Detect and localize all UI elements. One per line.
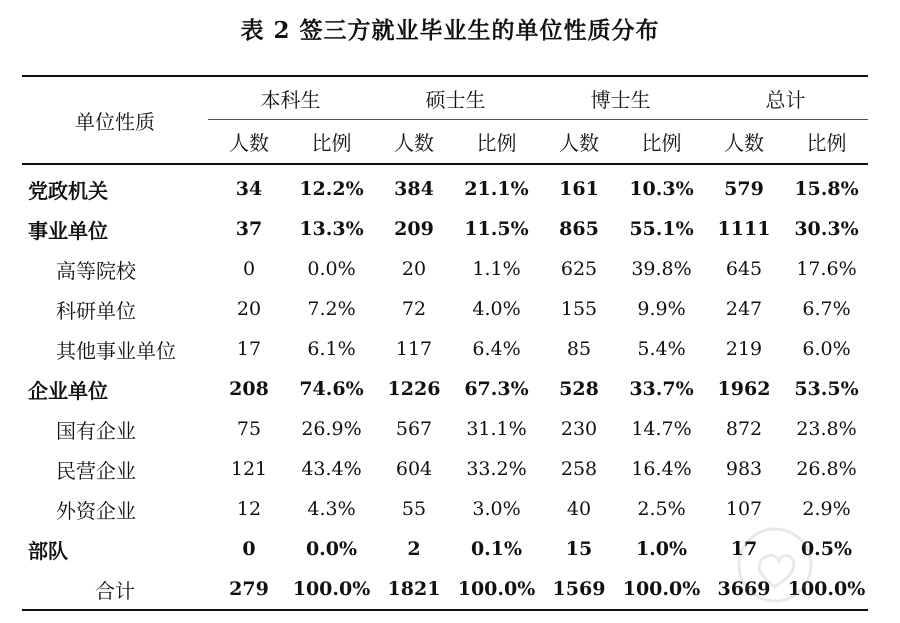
percent-cell: 1.0%	[635, 538, 688, 560]
row-label: 事业单位	[28, 218, 108, 243]
count-cell: 40	[566, 498, 592, 520]
count-cell: 604	[395, 458, 433, 480]
percent-cell: 100.0%	[620, 569, 703, 610]
percent-cell: 26.8%	[796, 458, 857, 480]
count-cell: 1821	[373, 569, 455, 610]
row-header-label: 单位性质	[75, 109, 155, 134]
group-header-doctor: 博士生	[538, 76, 703, 120]
sub-header: 人数	[394, 131, 434, 155]
count-cell: 0	[242, 258, 256, 280]
count-cell: 17	[236, 338, 262, 360]
table-row	[22, 409, 868, 449]
percent-cell: 0.0%	[307, 258, 356, 280]
count-cell: 72	[401, 298, 427, 320]
count-cell: 15	[565, 538, 593, 560]
percent-cell: 0.1%	[470, 538, 523, 560]
percent-cell: 16.4%	[631, 458, 692, 480]
percent-cell: 6.4%	[472, 338, 521, 360]
count-cell: 219	[725, 338, 763, 360]
percent-cell: 11.5%	[464, 218, 529, 240]
percent-cell: 14.7%	[631, 418, 692, 440]
percent-cell: 100.0%	[290, 569, 373, 610]
row-label: 党政机关	[28, 178, 108, 203]
count-cell: 528	[559, 378, 599, 400]
percent-cell: 6.0%	[802, 338, 851, 360]
percent-cell: 33.7%	[629, 378, 694, 400]
table-row	[22, 249, 868, 289]
unit-distribution-table	[22, 75, 868, 611]
count-cell: 384	[394, 178, 434, 200]
table-row	[22, 329, 868, 369]
table-body	[22, 164, 868, 610]
table-row	[22, 449, 868, 489]
percent-cell: 3.0%	[472, 498, 521, 520]
percent-cell: 31.1%	[466, 418, 527, 440]
table-row	[22, 209, 868, 249]
count-cell: 1226	[387, 378, 441, 400]
count-cell: 983	[725, 458, 763, 480]
count-cell: 12	[236, 498, 262, 520]
count-cell: 85	[566, 338, 592, 360]
count-cell: 0	[242, 538, 256, 560]
sub-header: 比例	[476, 131, 517, 155]
table-row	[22, 289, 868, 329]
sub-header: 人数	[559, 131, 599, 155]
count-cell: 117	[395, 338, 433, 360]
count-cell: 2	[407, 538, 421, 560]
row-label: 高等院校	[56, 258, 136, 283]
table-row	[22, 369, 868, 409]
count-cell: 155	[560, 298, 598, 320]
percent-cell: 21.1%	[464, 178, 529, 200]
count-cell: 279	[208, 569, 290, 610]
percent-cell: 5.4%	[637, 338, 686, 360]
percent-cell: 6.1%	[307, 338, 356, 360]
percent-cell: 43.4%	[301, 458, 362, 480]
count-cell: 865	[559, 218, 599, 240]
table-row	[22, 569, 868, 610]
percent-cell: 0.5%	[800, 538, 853, 560]
percent-cell: 10.3%	[629, 178, 694, 200]
count-cell: 55	[401, 498, 427, 520]
sub-header: 人数	[724, 131, 764, 155]
percent-cell: 30.3%	[794, 218, 859, 240]
count-cell: 37	[235, 218, 263, 240]
count-cell: 1569	[538, 569, 620, 610]
count-cell: 625	[560, 258, 598, 280]
percent-cell: 13.3%	[299, 218, 364, 240]
row-label: 国有企业	[56, 418, 136, 443]
percent-cell: 9.9%	[637, 298, 686, 320]
row-label: 外资企业	[56, 498, 136, 523]
percent-cell: 2.5%	[637, 498, 686, 520]
table-title: 表 2 签三方就业毕业生的单位性质分布	[240, 17, 660, 44]
count-cell: 247	[725, 298, 763, 320]
sub-header: 人数	[229, 131, 269, 155]
row-label: 企业单位	[28, 378, 108, 403]
percent-cell: 23.8%	[796, 418, 857, 440]
percent-cell: 100.0%	[455, 569, 538, 610]
sub-header: 比例	[641, 131, 682, 155]
percent-cell: 33.2%	[466, 458, 527, 480]
count-cell: 209	[394, 218, 434, 240]
count-cell: 872	[725, 418, 763, 440]
row-label: 合计	[22, 569, 208, 610]
count-cell: 34	[235, 178, 263, 200]
percent-cell: 2.9%	[802, 498, 851, 520]
percent-cell: 12.2%	[299, 178, 364, 200]
percent-cell: 1.1%	[472, 258, 521, 280]
count-cell: 20	[401, 258, 427, 280]
count-cell: 645	[725, 258, 763, 280]
percent-cell: 74.6%	[299, 378, 364, 400]
count-cell: 230	[560, 418, 598, 440]
table-row	[22, 164, 868, 209]
percent-cell: 39.8%	[631, 258, 692, 280]
count-cell: 3669	[703, 569, 785, 610]
count-cell: 20	[236, 298, 262, 320]
row-label: 民营企业	[56, 458, 136, 483]
row-label: 部队	[28, 538, 68, 563]
count-cell: 107	[725, 498, 763, 520]
count-cell: 567	[395, 418, 433, 440]
percent-cell: 15.8%	[794, 178, 859, 200]
percent-cell: 55.1%	[629, 218, 694, 240]
group-header-undergrad: 本科生	[208, 76, 373, 120]
row-label: 其他事业单位	[56, 338, 176, 363]
table-row	[22, 529, 868, 569]
percent-cell: 100.0%	[785, 569, 868, 610]
count-cell: 208	[229, 378, 269, 400]
sub-header: 比例	[311, 131, 352, 155]
percent-cell: 26.9%	[301, 418, 362, 440]
row-label: 科研单位	[56, 298, 136, 323]
count-cell: 1962	[717, 378, 771, 400]
group-header-total: 总计	[703, 76, 868, 120]
count-cell: 161	[559, 178, 599, 200]
count-cell: 579	[724, 178, 764, 200]
count-cell: 75	[236, 418, 262, 440]
count-cell: 258	[560, 458, 598, 480]
count-cell: 17	[730, 538, 758, 560]
sub-header: 比例	[806, 131, 847, 155]
percent-cell: 6.7%	[802, 298, 851, 320]
percent-cell: 7.2%	[307, 298, 356, 320]
percent-cell: 67.3%	[464, 378, 529, 400]
percent-cell: 53.5%	[794, 378, 859, 400]
count-cell: 121	[230, 458, 268, 480]
percent-cell: 0.0%	[305, 538, 358, 560]
percent-cell: 4.3%	[307, 498, 356, 520]
count-cell: 1111	[717, 218, 771, 240]
table-row	[22, 489, 868, 529]
group-header-master: 硕士生	[373, 76, 538, 120]
percent-cell: 4.0%	[472, 298, 521, 320]
percent-cell: 17.6%	[796, 258, 857, 280]
